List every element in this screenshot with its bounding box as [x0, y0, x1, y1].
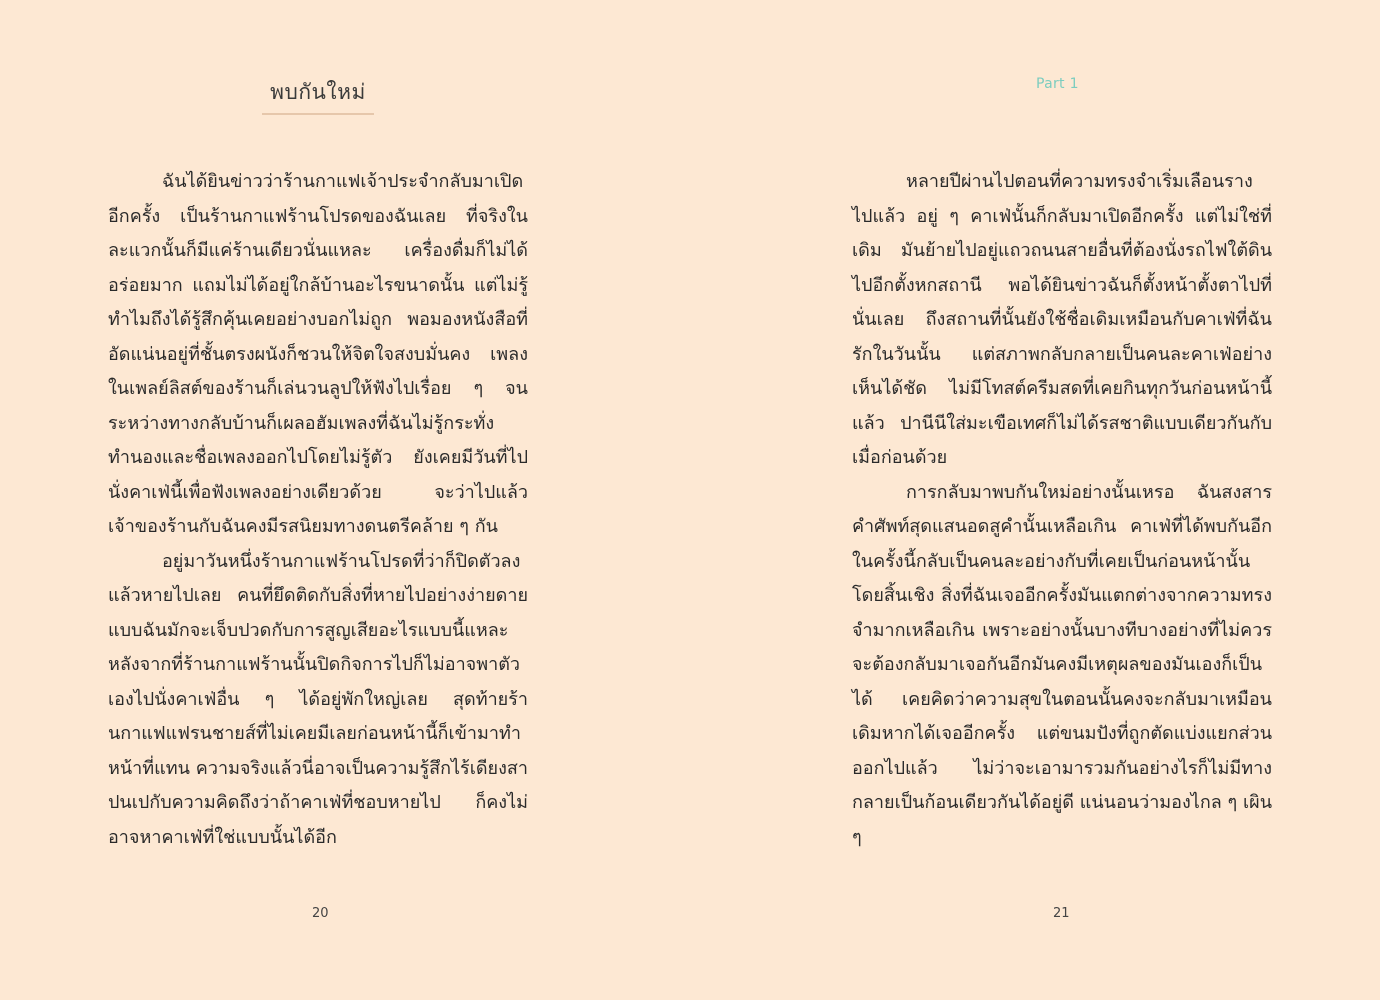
- paragraph: อยู่มาวันหนึ่งร้านกาแฟร้านโปรดที่ว่าก็ปิดตัวลงแล้วหายไปเลย คนที่ยึดติดกับสิ่งที่หายไปอย่างง่ายดายแบบฉันมักจะเจ็บปวดกับการสูญเสียอะไรแบบนี้แหละ หลังจากที่ร้านกาแฟร้านนั้นปิดกิจการไปก็ไม่อาจพาตัวเองไปนั่งคาเฟ่อื่น ๆ ได้อยู่พักใหญ่เลย สุดท้ายร้านกาแฟแฟรนชายส์ที่ไม่เคยมีเลยก่อนหน้านี้ก็เข้ามาทำหน้าที่แทน ความจริงแล้วนี่อาจเป็นความรู้สึกไร้เดียงสาปนเปกับความคิดถึงว่าถ้าคาเฟ่ที่ชอบหายไป ก็คงไม่อาจหาคาเฟ่ที่ใช่แบบนั้นได้อีก: [108, 550, 528, 848]
- paragraph: ฉันได้ยินข่าวว่าร้านกาแฟเจ้าประจำกลับมาเปิดอีกครั้ง เป็นร้านกาแฟร้านโปรดของฉันเลย ที่จริงในละแวกนั้นก็มีแค่ร้านเดียวนั่นแหละ เครื่องดื่มก็ไม่ได้อร่อยมาก แถมไม่ได้อยู่ใกล้บ้านอะไรขนาดนั้น แต่ไม่รู้ทำไมถึงได้รู้สึกคุ้นเคยอย่างบอกไม่ถูก พอมองหนังสือที่อัดแน่นอยู่ที่ชั้นตรงผนังก็ชวนให้จิตใจสงบมั่นคง เพลงในเพลย์ลิสต์ของร้านก็เล่นวนลูปให้ฟังไปเรื่อย ๆ จนระหว่างทางกลับบ้านก็เผลอฮัมเพลงที่ฉันไม่รู้กระทั่งทำนองและชื่อเพลงออกไปโดยไม่รู้ตัว ยังเคยมีวันที่ไปนั่งคาเฟ่นี้เพื่อฟังเพลงอย่างเดียวด้วย จะว่าไปแล้วเจ้าของร้านกับฉันคงมีรสนิยมทางดนตรีคล้าย ๆ กัน: [108, 171, 528, 537]
- chapter-title: พบกันใหม่: [262, 76, 374, 115]
- page-number: 20: [312, 906, 329, 921]
- paragraph: หลายปีผ่านไปตอนที่ความทรงจำเริ่มเลือนรางไปแล้ว อยู่ ๆ คาเฟ่นั้นก็กลับมาเปิดอีกครั้ง แต่ไม่ใช่ที่เดิม มันย้ายไปอยู่แถวถนนสายอื่นที่ต้องนั่งรถไฟใต้ดินไปอีกตั้งหกสถานี พอได้ยินข่าวฉันก็ตั้งหน้าตั้งตาไปที่นั่นเลย ถึงสถานที่นั้นยังใช้ชื่อเดิมเหมือนกับคาเฟ่ที่ฉันรักในวันนั้น แต่สภาพกลับกลายเป็นคนละคาเฟ่อย่างเห็นได้ชัด ไม่มีโทสต์ครีมสดที่เคยกินทุกวันก่อนหน้านี้แล้ว ปานีนีใส่มะเขือเทศก็ไม่ได้รสชาติแบบเดียวกันกับเมื่อก่อนด้วย: [852, 171, 1272, 468]
- paragraph: การกลับมาพบกันใหม่อย่างนั้นเหรอ ฉันสงสารคำศัพท์สุดแสนอดสูคำนั้นเหลือเกิน คาเฟ่ที่ได้พบกันอีกในครั้งนี้กลับเป็นคนละอย่างกับที่เคยเป็นก่อนหน้านั้นโดยสิ้นเชิง สิ่งที่ฉันเจออีกครั้งมันแตกต่างจากความทรงจำมากเหลือเกิน เพราะอย่างนั้นบางทีบางอย่างที่ไม่ควรจะต้องกลับมาเจอกันอีกมันคงมีเหตุผลของมันเองก็เป็นได้ เคยคิดว่าความสุขในตอนนั้นคงจะกลับมาเหมือนเดิมหากได้เจออีกครั้ง แต่ขนมปังที่ถูกตัดแบ่งแยกส่วนออกไปแล้ว ไม่ว่าจะเอามารวมกันอย่างไรก็ไม่มีทางกลายเป็นก้อนเดียวกันได้อยู่ดี แน่นอนว่ามองไกล ๆ เผิน ๆ: [852, 481, 1272, 848]
- right-page: [690, 0, 1380, 1000]
- left-body-text: [108, 165, 528, 855]
- right-body-text: [852, 165, 1272, 855]
- part-label: Part 1: [1036, 76, 1079, 92]
- page-number: 21: [1053, 906, 1070, 921]
